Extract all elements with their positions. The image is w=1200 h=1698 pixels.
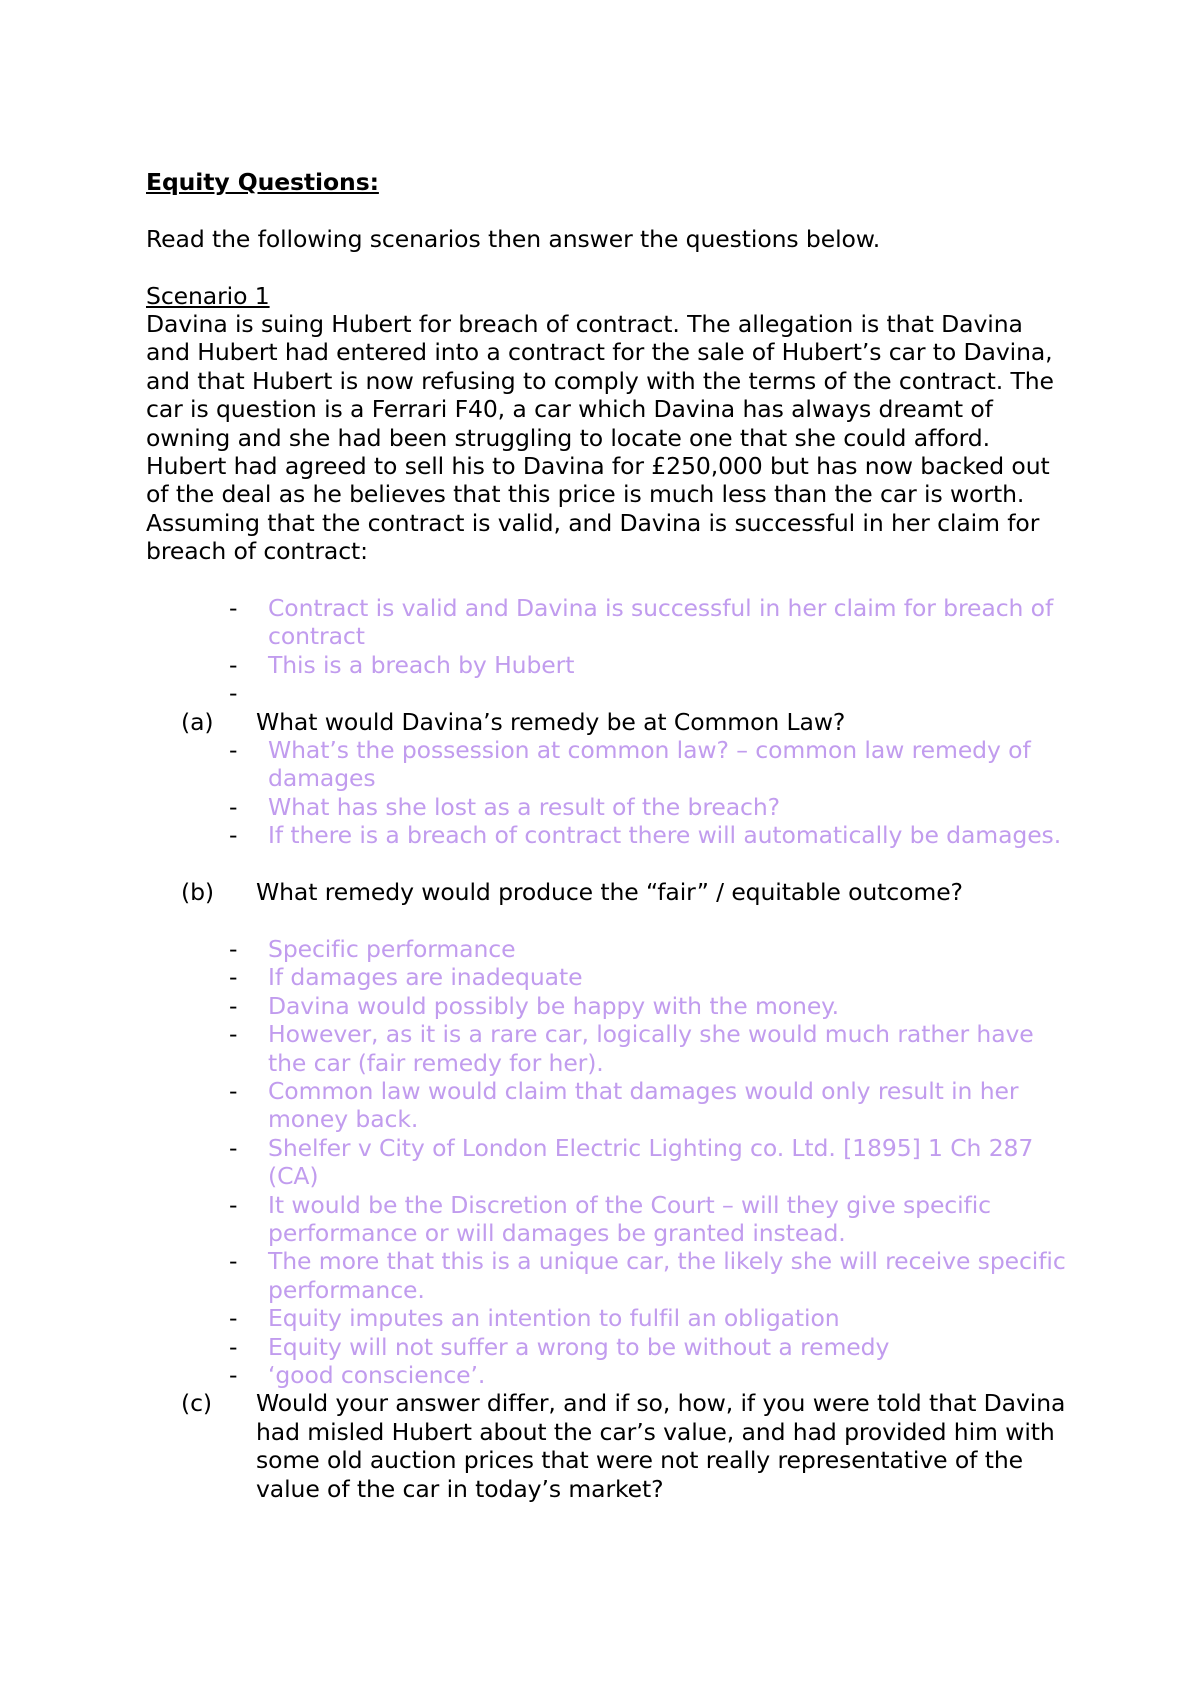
question-text: What would Davina’s remedy be at Common Law? xyxy=(256,707,846,736)
list-item xyxy=(146,1247,1066,1304)
bullet-dash: - xyxy=(229,650,238,679)
question-label: (b) xyxy=(181,878,214,907)
note-text: Davina would possibly be happy with the money. xyxy=(268,991,840,1020)
list-item xyxy=(146,1134,1066,1191)
question-text: What remedy would produce the “fair” / equitable outcome? xyxy=(256,878,963,907)
spacer xyxy=(146,850,1066,878)
list-item xyxy=(146,793,1066,821)
bullet-dash: - xyxy=(229,1332,238,1361)
spacer xyxy=(146,907,1066,935)
list-item xyxy=(146,1020,1066,1077)
list-item xyxy=(146,963,1066,991)
list-item xyxy=(146,736,1066,793)
note-text: Equity will not suffer a wrong to be without a remedy xyxy=(268,1332,890,1361)
list-item xyxy=(146,1361,1066,1389)
note-text: Specific performance xyxy=(268,934,516,963)
bullet-dash: - xyxy=(229,1190,238,1219)
note-text: Common law would claim that damages would only result in her money back. xyxy=(268,1076,1019,1134)
intro-notes-list xyxy=(146,594,1066,708)
bullet-dash: - xyxy=(229,1247,238,1276)
bullet-dash: - xyxy=(229,963,238,992)
list-item xyxy=(146,594,1066,651)
scenario-heading-text: Scenario 1 xyxy=(146,281,270,310)
bullet-dash: - xyxy=(229,1020,238,1049)
intro-text: Read the following scenarios then answer the questions below. xyxy=(146,224,881,253)
note-text: What’s the possession at common law? – common law remedy of damages xyxy=(268,736,1031,793)
note-text: If there is a breach of contract there will automatically be damages. xyxy=(268,821,1062,850)
bullet-dash: - xyxy=(229,1360,238,1389)
scenario-heading xyxy=(146,282,1066,310)
question-a-notes xyxy=(146,736,1066,850)
bullet-dash: - xyxy=(229,1076,238,1105)
document-page xyxy=(146,168,1066,1503)
note-text: ‘good conscience’. xyxy=(268,1360,486,1389)
spacer xyxy=(146,253,1066,281)
question-label: (c) xyxy=(181,1389,212,1418)
list-item xyxy=(146,1191,1066,1248)
bullet-dash: - xyxy=(229,679,238,708)
bullet-dash: - xyxy=(229,594,238,623)
list-item xyxy=(146,992,1066,1020)
note-text: Shelfer v City of London Electric Lighting co. Ltd. [1895] 1 Ch 287 (CA) xyxy=(268,1133,1034,1191)
note-text: Contract is valid and Davina is successful in her claim for breach of contract xyxy=(268,594,1054,651)
bullet-dash: - xyxy=(229,1133,238,1162)
question-b-notes xyxy=(146,935,1066,1390)
bullet-dash: - xyxy=(229,934,238,963)
note-text: If damages are inadequate xyxy=(268,963,583,992)
question-label: (a) xyxy=(181,707,214,736)
question-b xyxy=(146,878,1066,906)
list-item xyxy=(146,651,1066,679)
list-item xyxy=(146,1304,1066,1332)
note-text: What has she lost as a result of the breach? xyxy=(268,792,781,821)
bullet-dash: - xyxy=(229,736,238,765)
question-a xyxy=(146,708,1066,736)
spacer xyxy=(146,566,1066,594)
list-item xyxy=(146,679,1066,707)
question-text: Would your answer differ, and if so, how, if you were told that Davina had misled Hubert about the car’s value, and had provided him with some old auction prices that were not really representative of the value of the car in today’s market? xyxy=(256,1389,1066,1503)
note-text: However, as it is a rare car, logically she would much rather have the car (fair remedy for her). xyxy=(268,1020,1034,1077)
list-item xyxy=(146,1333,1066,1361)
question-c xyxy=(146,1389,1066,1503)
note-text: Equity imputes an intention to fulfil an obligation xyxy=(268,1304,840,1333)
note-text: It would be the Discretion of the Court – will they give specific performance or will damages be granted instead. xyxy=(268,1190,991,1247)
bullet-dash: - xyxy=(229,821,238,850)
list-item xyxy=(146,821,1066,849)
scenario-text: Davina is suing Hubert for breach of contract. The allegation is that Davina and Hubert had entered into a contract for the sale of Hubert’s car to Davina, and that Hubert is now refusing to comply with the terms of the contract. The car is question is a Ferrari F40, a car which Davina has always dreamt of owning and she had been struggling to locate one that she could afford. Hubert had agreed to sell his to Davina for £250,000 but has now backed out of the deal as he believes that this price is much less than the car is worth. Assuming that the contract is valid, and Davina is successful in her claim for breach of contract: xyxy=(146,310,1054,566)
note-text: This is a breach by Hubert xyxy=(268,650,575,679)
spacer xyxy=(146,196,1066,224)
document-title: Equity Questions: xyxy=(146,168,379,196)
list-item xyxy=(146,935,1066,963)
bullet-dash: - xyxy=(229,1304,238,1333)
list-item xyxy=(146,1077,1066,1134)
note-text: The more that this is a unique car, the likely she will receive specific performance. xyxy=(268,1247,1066,1304)
bullet-dash: - xyxy=(229,991,238,1020)
bullet-dash: - xyxy=(229,792,238,821)
